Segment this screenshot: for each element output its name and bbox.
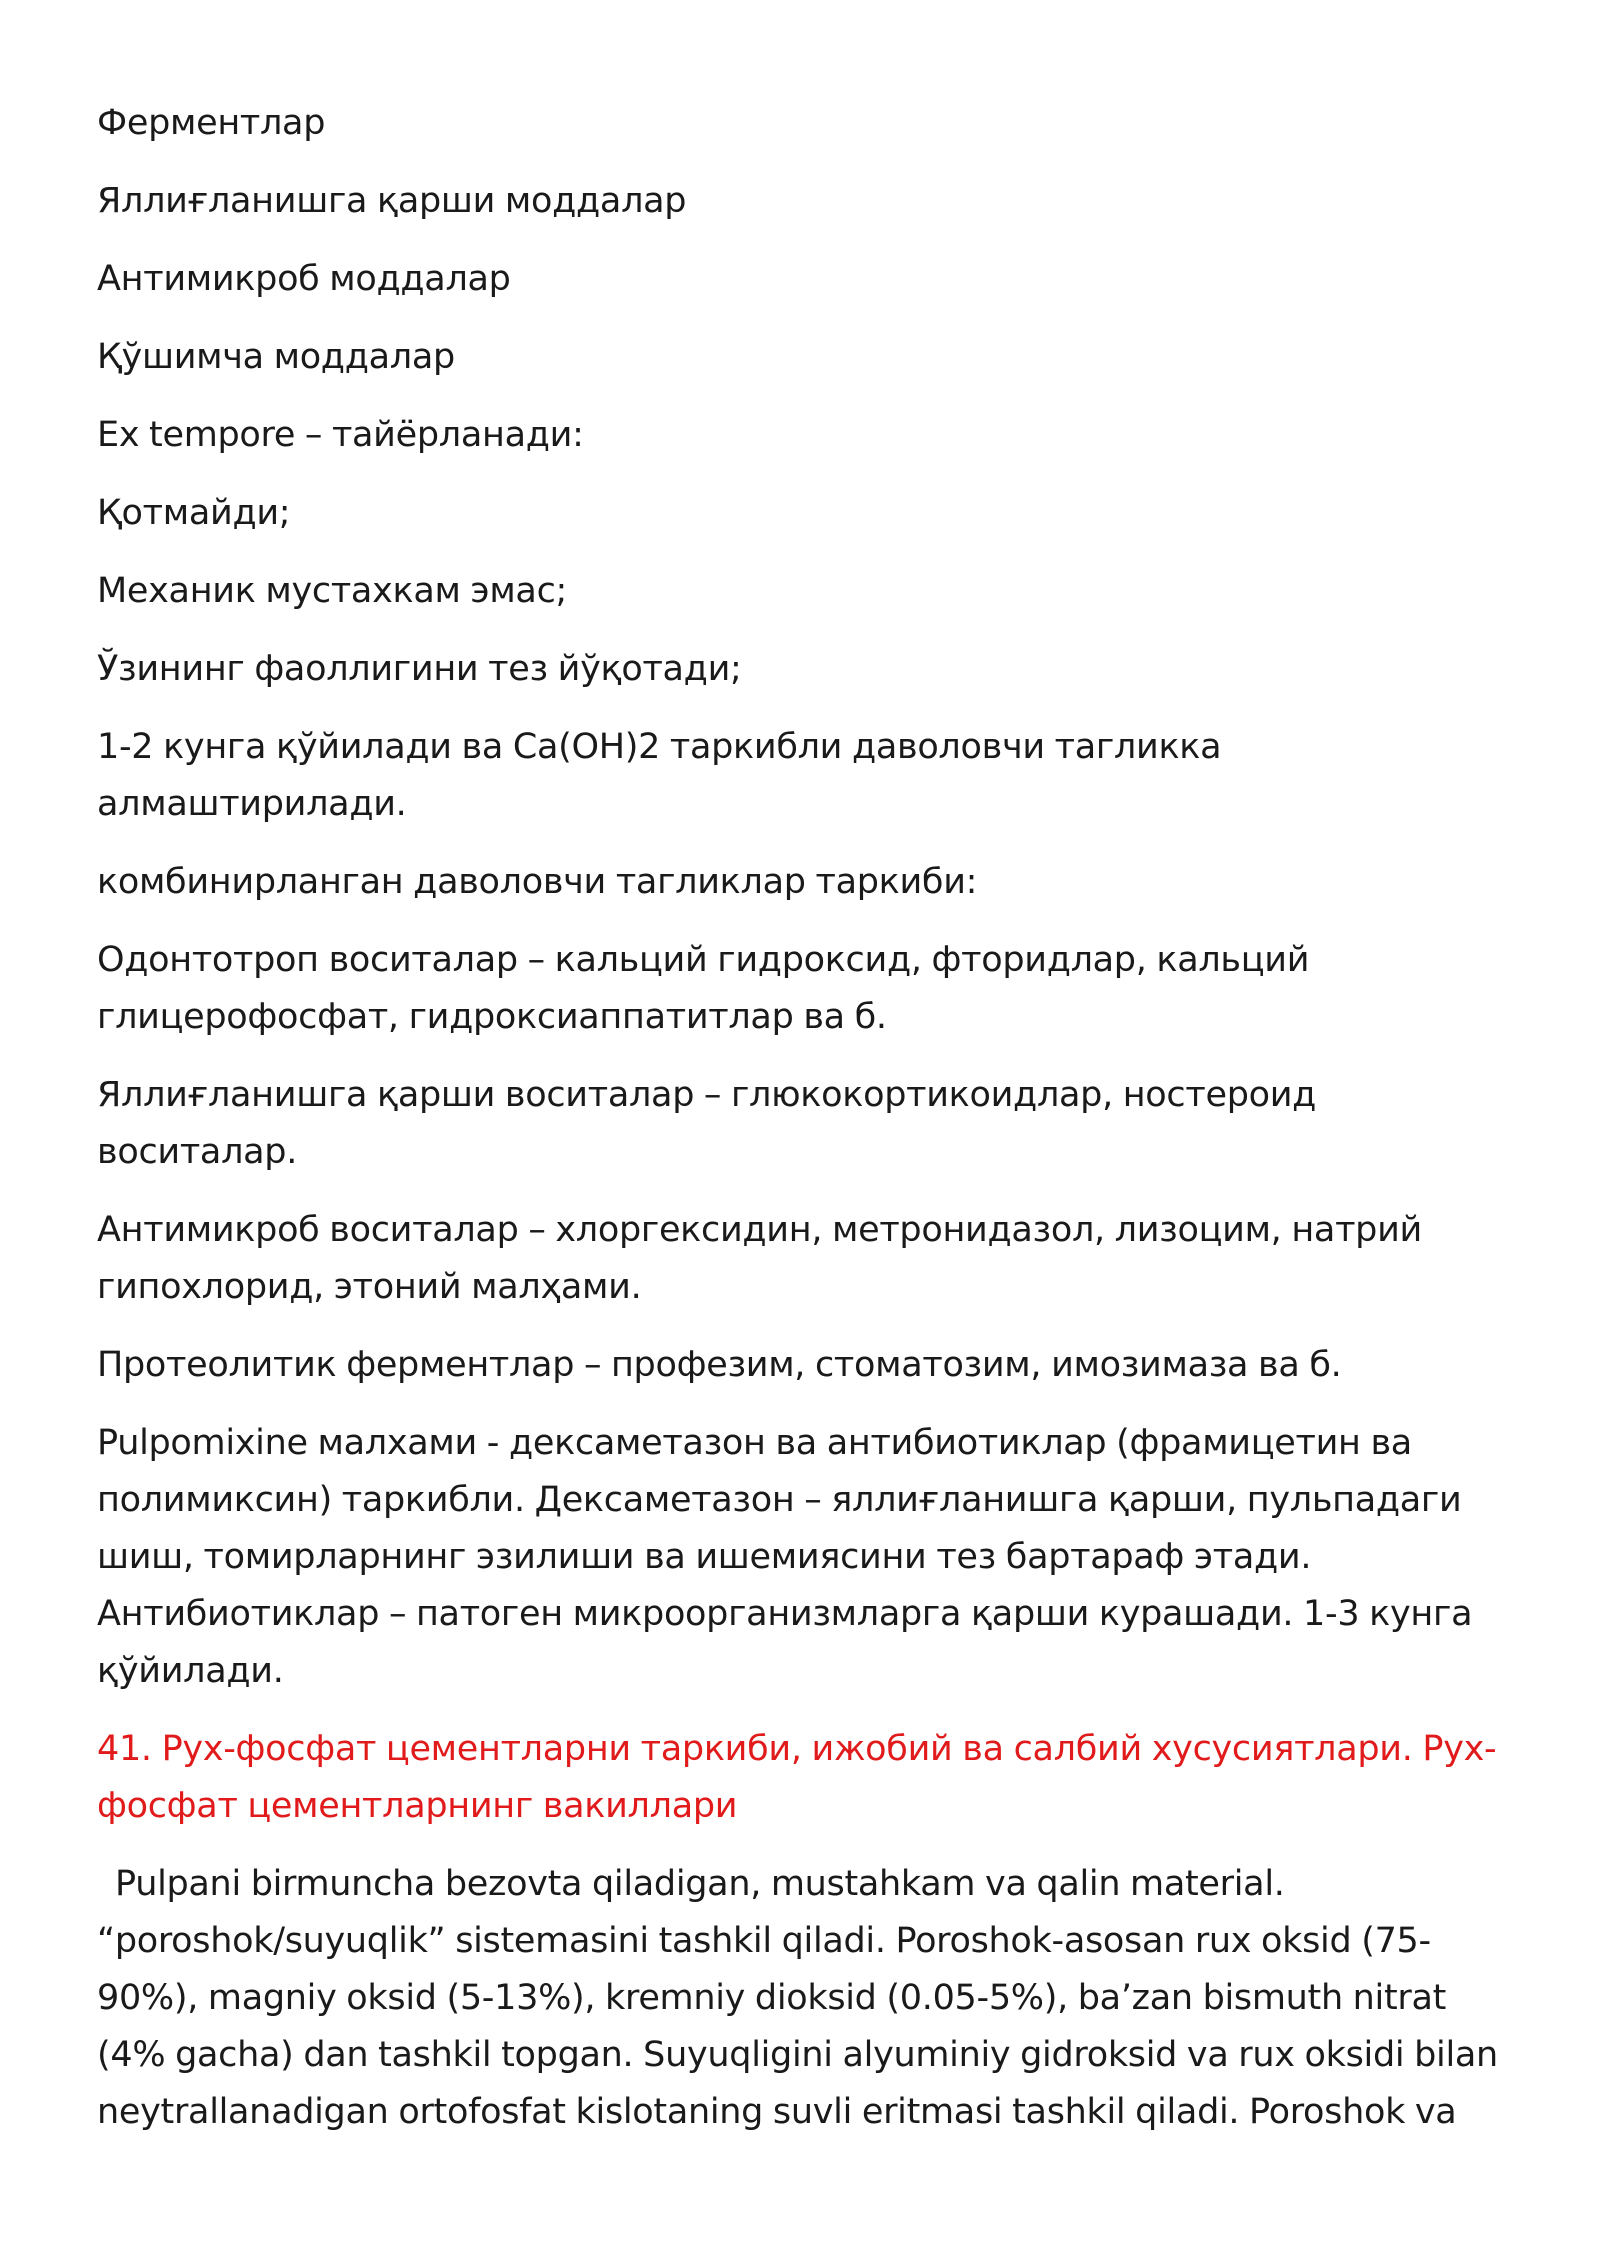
list-item-antimicrobial: Антимикроб моддалар	[97, 259, 511, 299]
list-item-additives: Қўшимча моддалар	[97, 337, 455, 377]
list-item-not-hardening: Қотмайди;	[97, 493, 291, 533]
ex-tempore-line: Ex tempore – тайёрланади:	[97, 415, 584, 455]
paragraph-antimicrobial: Антимикроб воситалар – хлоргексидин, метронидазол, лизоцим, натрий гипохлорид, этоний малҳами.	[97, 1210, 1422, 1307]
combined-bases-heading: комбинирланган даволовчи тагликлар таркиби:	[97, 862, 978, 902]
list-item-mechanical: Механик мустахкам эмас;	[97, 571, 568, 611]
list-item-anti-inflammatory: Яллиғланишга қарши моддалар	[97, 181, 687, 221]
paragraph-zinc-phosphate: Pulpani birmuncha bezovta qiladigan, mustahkam va qalin material. “poroshok/suyuqlik” sistemasini tashkil qiladi. Poroshok-asosan rux oksid (75-90%), magniy oksid (5-13%), kremniy dioksid (0.05-5%), ba’zan bismuth nitrat (4% gacha) dan tashkil topgan. Suyuqligini alyuminiy gidroksid va rux oksidi bilan neytrallanadigan ortofosfat kislotaning suvli eritmasi tashkil qiladi. Poroshok va	[97, 1864, 1498, 2132]
list-item-activity-loss: Ўзининг фаоллигини тез йўқотади;	[97, 649, 742, 689]
paragraph-placement: 1-2 кунга қўйилади ва Ca(OH)2 таркибли даволовчи тагликка алмаштирилади.	[97, 727, 1222, 824]
list-item-fermentlar: Ферментлар	[97, 103, 326, 143]
paragraph-proteolytic: Протеолитик ферментлар – профезим, стоматозим, имозимаза ва б.	[97, 1345, 1342, 1385]
paragraph-odontotropic: Одонтотроп воситалар – кальций гидроксид, фторидлар, кальций глицерофосфат, гидроксиаппатитлар ва б.	[97, 940, 1310, 1037]
section-heading-41: 41. Рух-фосфат цементларни таркиби, ижобий ва салбий хусусиятлари. Рух-фосфат цементларнинг вакиллари	[97, 1729, 1497, 1826]
document-body	[97, 95, 1517, 2162]
paragraph-anti-inflammatory: Яллиғланишга қарши воситалар – глюкокортикоидлар, ностероид воситалар.	[97, 1075, 1317, 1172]
paragraph-pulpomixine: Pulpomixine малхами - дексаметазон ва антибиотиклар (фрамицетин ва полимиксин) таркибли. Дексаметазон – яллиғланишга қарши, пульпадаги шиш, томирларнинг эзилиши ва ишемиясини тез бартараф этади. Антибиотиклар – патоген микроорганизмларга қарши курашади. 1-3 кунга қўйилади.	[97, 1423, 1473, 1691]
